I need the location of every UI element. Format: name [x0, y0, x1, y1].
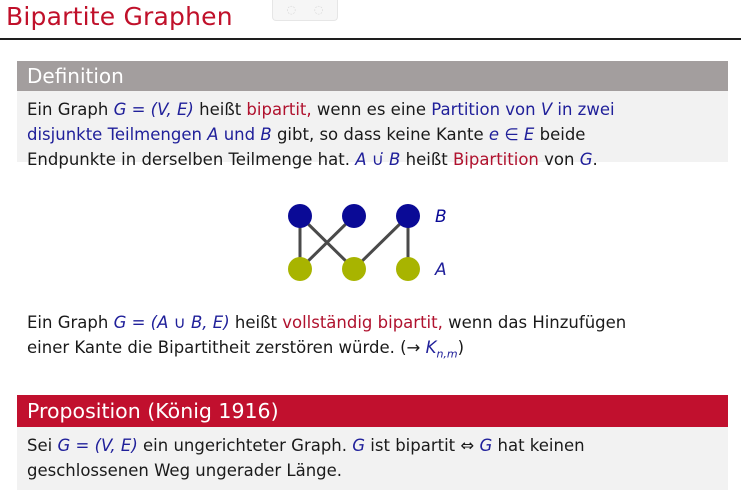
- text: Sei: [27, 436, 58, 455]
- text: Ein Graph: [27, 313, 114, 332]
- graph-vertices-a: [288, 257, 420, 281]
- vertex-a: [396, 257, 420, 281]
- math-a: A: [207, 125, 219, 144]
- proposition-line-1: [27, 433, 718, 458]
- text: geschlossenen Weg ungerader Länge.: [27, 461, 343, 480]
- math-b: B: [260, 125, 272, 144]
- math-disjoint-union: A ∪̇ B: [355, 150, 401, 169]
- definition-block: [17, 61, 728, 169]
- definition-body: [17, 91, 728, 169]
- next-slide-icon[interactable]: ◌: [313, 3, 324, 16]
- text: einer Kante die Bipartitheit zerstören würde. (→: [27, 338, 426, 357]
- text-partition: disjunkte Teilmengen: [27, 125, 208, 144]
- definition-heading: Definition: [17, 61, 728, 91]
- label-set-b: B: [435, 207, 447, 227]
- text: beide: [534, 125, 586, 144]
- complete-bipartite-paragraph: [27, 310, 727, 366]
- vertex-b: [288, 204, 312, 228]
- slide-title: Bipartite Graphen: [6, 2, 233, 31]
- vertex-a: [288, 257, 312, 281]
- text: ist bipartit ⇔: [365, 436, 480, 455]
- label-set-a: A: [435, 260, 447, 280]
- text: wenn es eine: [311, 100, 432, 119]
- term-bipartit: bipartit,: [246, 100, 312, 119]
- text: heißt: [400, 150, 453, 169]
- text: heißt: [229, 313, 283, 332]
- math-graph: G = (A ∪ B, E): [113, 313, 230, 332]
- proposition-body: [17, 427, 728, 490]
- proposition-line-2: [27, 458, 718, 483]
- text: ein ungerichteter Graph.: [137, 436, 353, 455]
- definition-line-2: [27, 122, 718, 147]
- graph-vertices-b: [288, 204, 420, 228]
- math-graph: G = (V, E): [57, 436, 138, 455]
- text: wenn das Hinzufügen: [442, 313, 627, 332]
- proposition-heading: Proposition (König 1916): [17, 395, 728, 427]
- slide-nav-controls[interactable]: [272, 0, 338, 21]
- text: ): [457, 338, 465, 357]
- vertex-b: [342, 204, 366, 228]
- math-g: G: [352, 436, 366, 455]
- definition-line-3: [27, 147, 718, 172]
- prev-slide-icon[interactable]: ◌: [286, 3, 297, 16]
- proposition-block: [17, 395, 728, 490]
- paragraph-line-2: [27, 335, 727, 366]
- text: gibt, so dass keine Kante: [271, 125, 489, 144]
- math-edge: e ∈ E: [488, 125, 535, 144]
- text: heißt: [193, 100, 247, 119]
- text: Endpunkte in derselben Teilmenge hat.: [27, 150, 356, 169]
- math-g: G: [579, 150, 593, 169]
- bipartite-graph-diagram: [270, 196, 470, 288]
- math-g: G: [479, 436, 493, 455]
- vertex-b: [396, 204, 420, 228]
- text-partition: in zwei: [552, 100, 615, 119]
- text: .: [592, 150, 598, 169]
- text-partition: und: [218, 125, 261, 144]
- text-partition: Partition von: [431, 100, 541, 119]
- text: Ein Graph: [27, 100, 114, 119]
- math-k: K: [425, 338, 437, 357]
- definition-line-1: [27, 97, 718, 122]
- title-divider: [0, 38, 741, 40]
- math-graph: G = (V, E): [113, 100, 194, 119]
- term-vollstaendig-bipartit: vollständig bipartit,: [282, 313, 443, 332]
- paragraph-line-1: [27, 310, 727, 335]
- text: von: [538, 150, 580, 169]
- vertex-a: [342, 257, 366, 281]
- math-v: V: [540, 100, 553, 119]
- term-bipartition: Bipartition: [452, 150, 539, 169]
- math-k-subscript: n,m: [436, 347, 458, 361]
- text: hat keinen: [492, 436, 585, 455]
